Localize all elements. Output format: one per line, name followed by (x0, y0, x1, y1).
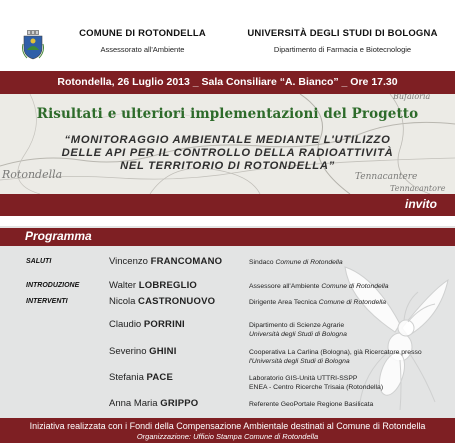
program-section (0, 226, 455, 418)
header (0, 0, 455, 70)
map-label-rotondella: Rotondella (2, 168, 63, 181)
subtitle-results: Risultati e ulteriori implementazioni del Progetto (36, 106, 419, 122)
comune-department: Assessorato all'Ambiente (100, 45, 185, 54)
university-name: UNIVERSITÀ DEGLI STUDI DI BOLOGNA (247, 28, 438, 39)
project-title (0, 134, 455, 173)
program-title: Programma (25, 229, 92, 243)
program-role: INTERVENTI (26, 298, 68, 305)
program-role: INTRODUZIONE (26, 282, 80, 289)
speaker-affiliation: Referente GeoPortale Regione Basilicata (249, 401, 374, 408)
speaker-affiliation: Assessore all'Ambiente Comune di Rotondella (249, 283, 389, 290)
footer-funding: Iniziativa realizzata con i Fondi della Compensazione Ambientale destinati al Comune di Rotondella (29, 421, 426, 431)
speaker-affiliation: Dipartimento di Scienze Agrarie Università degli Studi di Bologna (249, 322, 347, 338)
separator (0, 216, 455, 226)
project-title-line: “MONITORAGGIO AMBIENTALE MEDIANTE L'UTILIZZO (64, 134, 391, 146)
speaker-name: Stefania PACE (109, 372, 174, 383)
speaker-name: Claudio PORRINI (109, 319, 185, 330)
footer (0, 418, 455, 443)
invito-label: invito (405, 197, 437, 211)
speaker-affiliation: Laboratorio GIS-Unità UTTRI-SSPP ENEA - Centro Ricerche Trisaia (Rotondella) (249, 375, 384, 391)
project-title-line: NEL TERRITORIO DI ROTONDELLA” (120, 160, 335, 172)
map-label-tennacantore: Tennacantore (390, 184, 446, 193)
footer-organization: Organizzazione: Ufficio Stampa Comune di Rotondella (136, 432, 319, 441)
speaker-name: Nicola CASTRONUOVO (109, 296, 216, 307)
event-banner: Rotondella, 26 Luglio 2013 _ Sala Consiliare “A. Bianco” _ Ore 17.30 (0, 71, 455, 94)
map-label-tennacantere: Tennacantere (355, 172, 418, 182)
speaker-affiliation: Cooperativa La Carlina (Bologna), già Ricercatore presso l'Università degli Studi di Bologna (249, 349, 422, 365)
project-title-line: DELLE API PER IL CONTROLLO DELLA RADIOATTIVITÀ (61, 147, 394, 159)
comune-block (55, 28, 230, 54)
speaker-name: Severino GHINI (109, 346, 177, 357)
invito-bar (0, 194, 455, 216)
university-department: Dipartimento di Farmacia e Biotecnologie (273, 45, 412, 54)
university-block (235, 28, 450, 54)
comune-name: COMUNE DI ROTONDELLA (79, 28, 206, 39)
speaker-affiliation: Sindaco Comune di Rotondella (249, 259, 343, 266)
speaker-name: Walter LOBREGLIO (109, 280, 198, 291)
map-label-bufaloria: Bufaloria (393, 94, 431, 101)
municipal-crest-icon (22, 30, 44, 60)
speaker-affiliation: Dirigente Area Tecnica Comune di Rotondella (249, 299, 387, 306)
program-header (0, 228, 455, 246)
speaker-name: Anna Maria GRIPPO (109, 398, 199, 409)
speaker-name: Vincenzo FRANCOMANO (109, 256, 223, 267)
program-role: SALUTI (26, 258, 52, 265)
